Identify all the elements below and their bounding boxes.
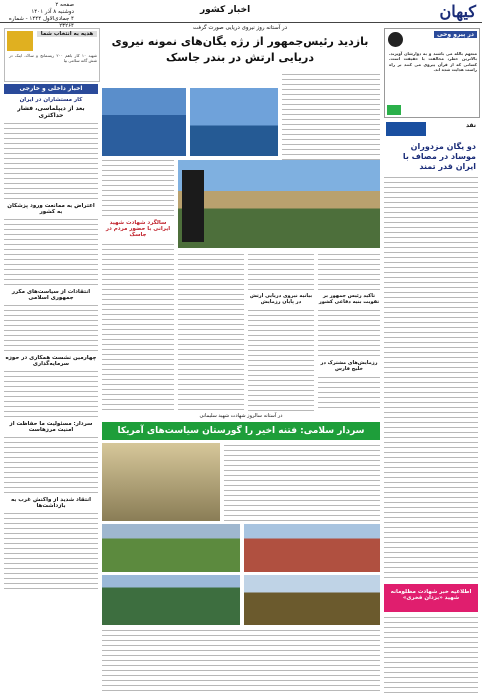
section-title: اخبار کشور [200,5,251,15]
quote-box [384,28,480,118]
middle-body-8 [318,375,380,412]
left-body-6 [4,511,98,591]
right-article-headline: دو یگان مزدوران موساد در مصاف با ایران قدر تمند [402,142,476,171]
photo-crowd-4 [244,575,380,625]
lower-body-1 [224,443,380,521]
middle-body-4 [248,252,314,292]
left-body-3 [4,303,98,353]
photo-salami [102,443,220,521]
banner-kicker: در آستانه سالروز شهادت شهید سلیمانی [199,413,283,419]
left-headline-6: سردار: مسئولیت ما حفاظت از امنیت مرزهاست [9,421,93,433]
left-body-5 [4,435,98,495]
mid-headline-2: بیانیه نیروی دریایی ارتش در پایان رزمایش [249,293,313,305]
emblem-icon [388,32,403,47]
promo-text: شهید ۱۰ کار باهم ۲۰۰ ریسمانچ و ساک، اینک در شش گانه سلامی بیا [9,53,97,64]
middle-body-2 [102,242,174,412]
page-info [4,2,74,30]
quote-text: متعهم بالله می باشند و به دوارشان آویزند. بالاترین خطر، مخالفت با حقیقت است. کسانی که از قرآن پیروی می کنند بر راه راست هدایت شده اند. [389,51,477,72]
right-article-head [384,120,478,172]
lower-body-2 [102,628,380,694]
right-article-body [384,175,478,580]
mid-headline-1: سالگرد شهادت شهید ایرانی با حضور مردم در جاسک [105,220,171,238]
photo-crowd-1 [102,524,240,572]
left-news-column [4,97,98,697]
left-body-4 [4,369,98,419]
promo-title: هدیه به انتخاب شما [37,31,97,37]
right-article-logo [386,122,426,136]
quote-tag: در پیرو وحی [434,31,477,38]
gift-icon [7,31,33,51]
announcement-subtitle: شهید «بزدان فخری» [402,595,460,601]
middle-body-3 [178,252,244,412]
left-body-1 [4,121,98,201]
date-line: دوشنبه ۸ آذر ۱۴۰۱ [31,9,74,15]
middle-body-6 [318,252,380,292]
page-number: صفحه ۲ [55,2,74,8]
left-body-2 [4,217,98,287]
left-headline-4: انتقادات از سیاست‌های مکرر جمهوری اسلامی [11,289,91,301]
banner-headline: سردار سلامی: فتنه اخیر را گورستان سیاست‌های آمریکا [102,422,380,440]
left-headline-2: بعد از دیپلماسی، فشار حداکثری [17,105,85,119]
middle-body-7 [318,308,380,358]
promo-box [4,28,100,82]
left-headline-5: چهارمین نشست همکاری در حوزه سرمایه‌گذاری [5,355,97,367]
left-headline-3: اعتراض به ممانعت ورود پزشکان به کشور [7,203,95,215]
middle-body-1 [102,158,174,218]
photo-ceremony [178,160,380,248]
issue-line: ۴ جمادی‌الاول ۱۴۴۴ - شماره ۲۳۲۶۴ [8,16,74,29]
left-headline-7: انتقاد شدید از واکنش غرب به بازداشت‌ها [10,497,92,509]
right-article-label: نقد [465,122,476,129]
photo-submarine [102,88,186,156]
main-kicker: در آستانه روز نیروی دریایی صورت گرفت [192,25,288,31]
left-headline-1: کار مستشاران در ایران [19,97,83,103]
news-tab: اخبار داخلی و خارجی [4,84,98,94]
announcement-body [384,615,478,695]
green-badge [387,105,401,115]
photo-crowd-3 [102,575,240,625]
announcement-box [384,584,478,612]
middle-body-5 [248,308,314,412]
main-headline: بازدید رئیس‌جمهور از رژه یگان‌های نمونه نیروی دریایی ارتش در بندر جاسک [111,35,369,64]
mid-headline-3: تاکید رئیس جمهور بر تقویت بنیه دفاعی کشور [318,293,380,305]
announcement-title: اطلاعیه خبر شهادت مظلومانه [390,589,472,595]
speaker-figure [182,170,204,242]
photo-warship [190,88,278,156]
main-article-intro [282,72,380,167]
newspaper-logo: کیهان [439,2,476,21]
mid-headline-4: رزمایش‌های مشترک در خلیج فارس [320,360,378,372]
photo-crowd-2 [244,524,380,572]
